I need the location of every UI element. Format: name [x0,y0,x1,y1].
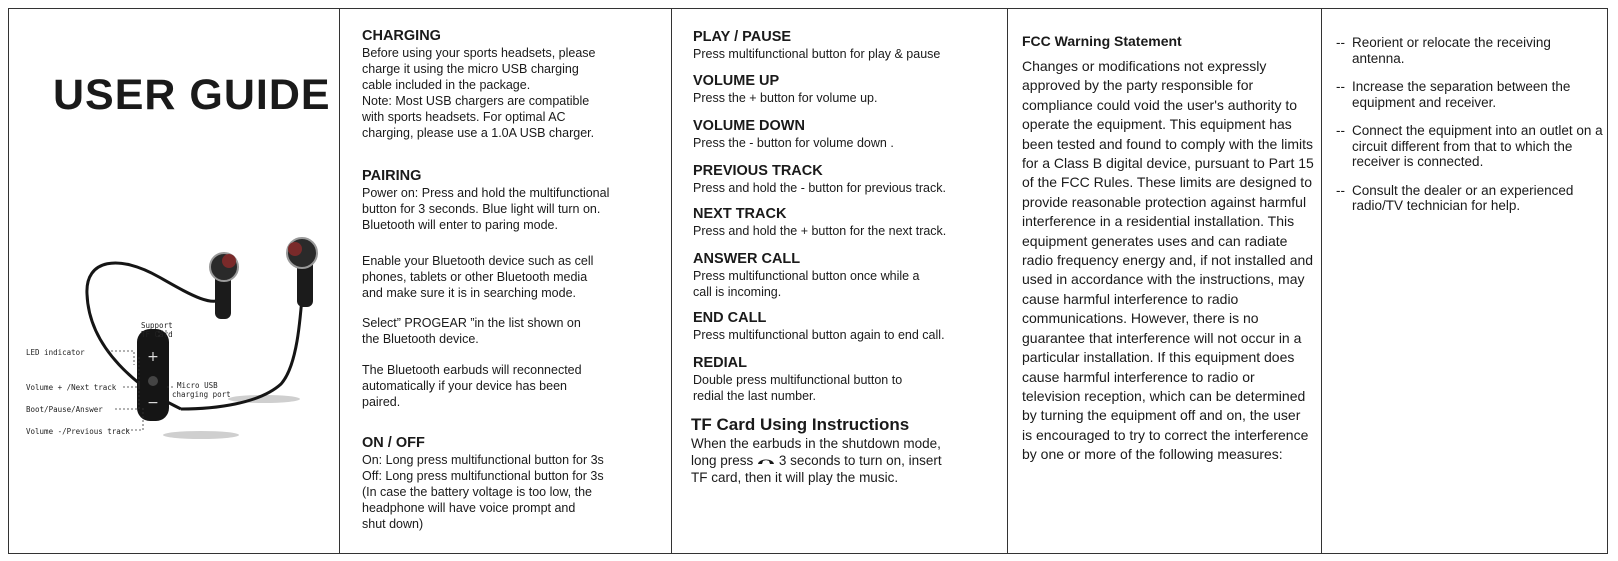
pairing-line: Enable your Bluetooth device such as cell [362,254,594,268]
panel-measures [1321,9,1609,553]
list-item [1336,35,1604,66]
phone-handset-icon [757,456,775,465]
remote-shadow [163,431,239,439]
previous-track-heading: PREVIOUS TRACK [693,163,823,179]
previous-track-text: Press and hold the - button for previous track. [693,181,946,195]
volume-up-heading: VOLUME UP [693,73,780,89]
pairing-line: the Bluetooth device. [362,332,479,346]
measure-text: Consult the dealer or an experienced radio/TV technician for help. [1352,182,1574,213]
boot-leader-line [115,381,139,409]
minus-icon: − [147,395,159,411]
callout-tf-1: Support [141,321,173,330]
fcc-heading: FCC Warning Statement [1022,33,1182,49]
measures-list [1336,35,1604,227]
charging-line: cable included in the package. [362,78,531,92]
next-track-text: Press and hold the + button for the next track. [693,224,947,238]
volume-up-text: Press the + button for volume up. [693,91,878,105]
section-volume-up [693,72,997,106]
end-call-text: Press multifunctional button again to end call. [693,328,945,342]
tf-card-line-end: 3 seconds to turn on, insert [778,453,942,468]
pairing-line: button for 3 seconds. Blue light will turn on. [362,202,601,216]
callout-boot: Boot/Pause/Answer [26,405,103,414]
user-guide-sheet [8,8,1608,554]
on-off-heading: ON / OFF [362,435,425,451]
on-off-line: Off: Long press multifunctional button for 3s [362,469,604,483]
list-item [1336,79,1604,110]
play-pause-heading: PLAY / PAUSE [693,29,792,45]
redial-line: redial the last number. [693,389,816,403]
callout-volume-down: Volume -/Previous track [26,427,130,436]
on-off-line: On: Long press multifunctional button for 3s [362,453,604,467]
tf-card-line [691,452,997,469]
answer-call-line: call is incoming. [693,285,782,299]
charging-line: charge it using the micro USB charging [362,62,579,76]
section-redial [693,354,997,404]
list-dash: -- [1336,182,1345,198]
pairing-heading: PAIRING [362,168,422,184]
measure-text: Connect the equipment into an outlet on a circuit different from that to which the receiver is connected. [1352,123,1603,169]
volume-down-heading: VOLUME DOWN [693,118,805,134]
multifunction-button-icon [148,376,158,386]
section-on-off [362,434,661,532]
list-dash: -- [1336,123,1345,138]
pairing-line: Power on: Press and hold the multifunctional [362,186,610,200]
section-pairing [362,167,661,233]
page-title: USER GUIDE [53,71,331,119]
on-off-line: shut down) [362,517,424,531]
panel-controls [671,9,1007,553]
section-previous-track [693,162,997,196]
callout-tf-2: TF Card [141,330,173,339]
charging-heading: CHARGING [362,28,441,44]
redial-line: Double press multifunctional button to [693,373,903,387]
list-item [1336,123,1604,170]
panel-setup [339,9,671,553]
volume-down-text: Press the - button for volume down . [693,136,894,150]
pairing-reconnect-paragraph [362,362,661,410]
section-answer-call [693,250,997,300]
tf-card-line-start: long press [691,453,754,468]
list-item [1336,183,1604,214]
pairing-line: and make sure it is in searching mode. [362,286,576,300]
tf-card-line: When the earbuds in the shutdown mode, [691,436,941,451]
callout-volume-up: Volume + /Next track [26,383,117,392]
charging-line: Note: Most USB chargers are compatible [362,94,590,108]
section-next-track [693,205,997,239]
right-eartip [288,242,302,256]
pairing-line: Bluetooth will enter to paring mode. [362,218,558,232]
on-off-line: headphone will have voice prompt and [362,501,576,515]
list-dash: -- [1336,79,1345,94]
tf-card-heading: TF Card Using Instructions [691,415,910,434]
tf-card-line: TF card, then it will play the music. [691,470,899,485]
pairing-line: automatically if your device has been [362,379,567,393]
panel-fcc [1007,9,1321,553]
section-tf-card [691,415,997,486]
pairing-select-paragraph [362,315,661,347]
fcc-body: Changes or modifications not expressly approved by the party responsible for compliance could void the user's authority to operate the equipment. This equipment has been tested and found to comply with the limits for a Class B digital device, pursuant to Part 15 of the FCC Rules. These limits are designed to provide reasonable protection against harmful interference in a residential installation. This equipment generates uses and can radiate radio frequency energy and, if not installed and used in accordance with the instructions, may cause harmful interference to radio communications. However, there is no guarantee that interference will not occur in a particular installation. If this equipment does cause harmful interference to radio or television reception, which can be determined by turning the equipment off and on, the user is encouraged to try to correct the interference by one or more of the following measures: [1022,58,1314,463]
play-pause-text: Press multifunctional button for play & pause [693,47,941,61]
pairing-line: The Bluetooth earbuds will reconnected [362,363,582,377]
list-dash: -- [1336,35,1345,50]
measure-text: Reorient or relocate the receiving antenna. [1352,35,1551,66]
charging-line: Before using your sports headsets, please [362,46,596,60]
section-end-call [693,309,997,343]
section-play-pause [693,28,997,62]
plus-icon: + [147,349,159,365]
next-track-heading: NEXT TRACK [693,206,787,222]
panel-cover [9,9,339,553]
section-charging [362,27,661,141]
answer-call-line: Press multifunctional button once while a [693,269,920,283]
end-call-heading: END CALL [693,310,767,326]
callout-usb-2: charging port [172,390,231,399]
left-eartip [222,254,236,268]
on-off-line: (In case the battery voltage is too low, the [362,485,592,499]
pairing-line: Select” PROGEAR ”in the list shown on [362,316,581,330]
callout-led: LED indicator [26,348,85,357]
charging-line: with sports headsets. For optimal AC [362,110,566,124]
pairing-line: paired. [362,395,401,409]
charging-line: charging, please use a 1.0A USB charger. [362,126,595,140]
pairing-line: phones, tablets or other Bluetooth media [362,270,588,284]
earphone-illustration [9,9,339,555]
pairing-enable-paragraph [362,253,661,301]
section-volume-down [693,117,997,151]
answer-call-heading: ANSWER CALL [693,251,801,267]
redial-heading: REDIAL [693,355,747,371]
callout-usb-1: Micro USB [177,381,218,390]
measure-text: Increase the separation between the equipment and receiver. [1352,79,1571,110]
